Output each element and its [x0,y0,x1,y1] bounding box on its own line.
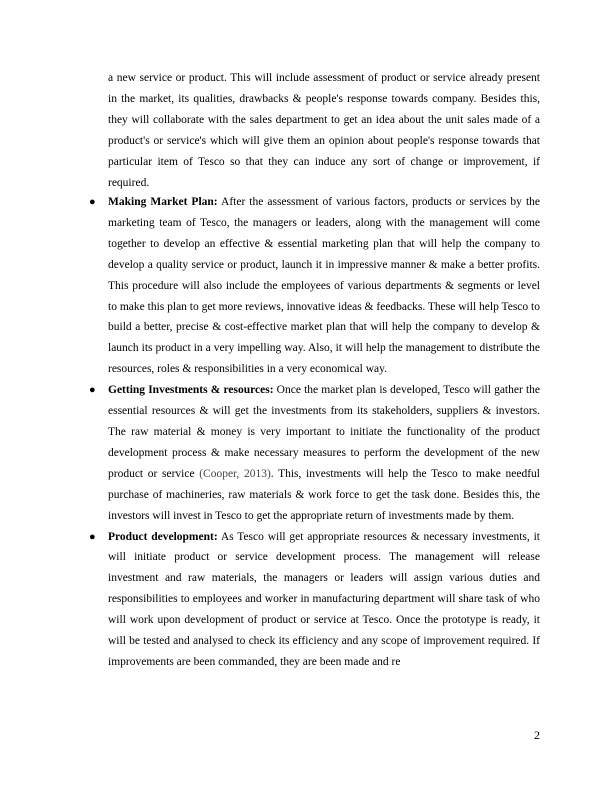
bullet-icon: ● [89,530,96,543]
page-number: 2 [534,728,540,742]
item-text: . This, investments will help the Tesco to make needful purchase of machineries, raw materials & work force to get the task done. Besides this, the investors will invest in Tesco to get the appropriate return of investments made by them. [108,467,540,522]
item-text: Once the market plan is developed, Tesco will gather the essential resources & will get the investments from its stakeholders, suppliers & investors. The raw material & money is very important to initiate the functionality of the product development process & make necessary measures to perform the development of the new product or service [108,384,540,480]
citation: (Cooper, 2013) [199,467,271,480]
bullet-list [89,192,541,673]
bullet-icon: ● [89,384,96,397]
intro-paragraph: a new service or product. This will include assessment of product or service already present in the market, its qualities, drawbacks & people's response towards company. Besides this, they will collaborate with the sales department to get an idea about the unit sales made of a product's or service's which will give them an opinion about people's response towards that particular item of Tesco so that they can induce any sort of change or improvement, if required. [108,72,540,189]
bullet-icon: ● [89,196,96,208]
item-text: As Tesco will get appropriate resources & necessary investments, it will initiate product or service development process. The management will release investment and raw materials, the managers or leaders will assign various duties and responsibilities to employees and worker in manufacturing department will share task of who will work upon development of product or service at Tesco. Once the prototype is ready, it will be tested and analysed to check its efficiency and any scope of improvement required. If improvements are been commanded, they are been made and re [108,530,540,668]
item-text: After the assessment of various factors, products or services by the marketing team of Tesco, the managers or leaders, along with the management will come together to develop an effective & essential marketing plan that will help the company to develop a quality service or product, launch it in impressive manner & make a better profits. This procedure will also include the employees of various departments & segments or level to make this plan to get more reviews, innovative ideas & feedbacks. These will help Tesco to build a better, precise & cost-effective market plan that will help the company to develop & launch its product in a very impelling way. Also, it will help the management to distribute the resources, roles & responsibilities in a very economical way. [108,196,541,376]
list-item [89,527,540,673]
item-heading: Making Market Plan: [108,196,218,208]
item-heading: Getting Investments & resources: [108,384,274,397]
list-item [89,380,540,526]
item-heading: Product development: [108,530,218,543]
list-item [89,192,541,380]
